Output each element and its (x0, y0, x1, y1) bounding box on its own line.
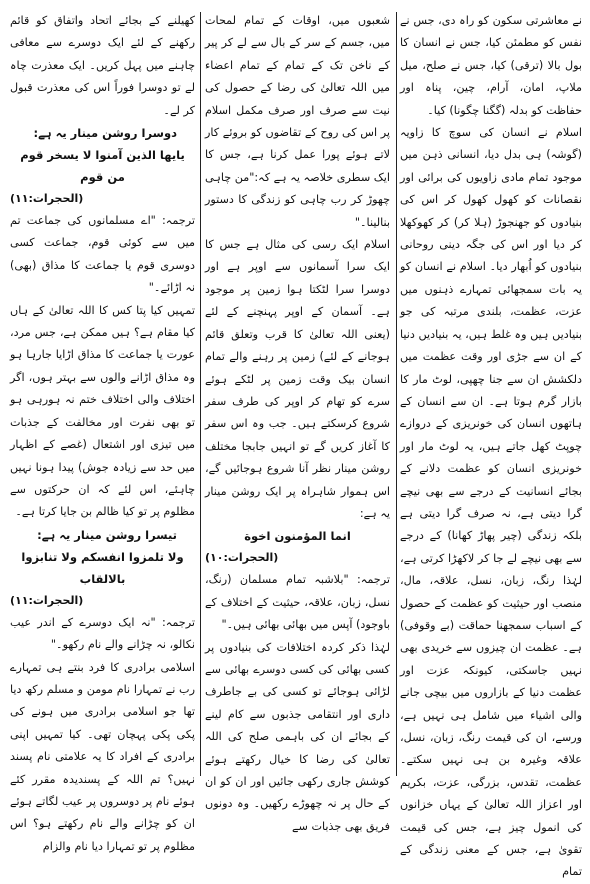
verse-reference: (الحجرات:۱۱) (10, 192, 84, 206)
paragraph: شعبوں میں، اوقات کے تمام لمحات میں، جسم کے سر کے بال سے لے کر پیر کے ناخن تک کے تمام کے تمام اعضاء میں اللہ تعالیٰ کی رضا کے حصول کی نیت سے صرف اور صرف مکمل اسلام پر اس کی روح کے تقاضوں کو بروئے کار لاتے ہوئے پورا عمل کرنا ہے، جس کا ایک سطری خلاصہ یہ ہے کہ:"من چاہی چھوڑ کر رب چاہی کو زندگی کا دستور بنالینا۔" (205, 14, 390, 229)
paragraph: اسلام ایک رسی کی مثال ہے جس کا ایک سرا آسمانوں سے اوپر ہے اور دوسرا سرا لٹکتا ہوا زمین پر موجود ہے۔ آسمان کے اوپر پہنچنے کے لئے (یعنی اللہ تعالیٰ کا قرب وتعلق قائم ہوجانے کے لئے) زمین پر رہنے والے تمام انسان بیک وقت زمین پر لٹکے ہوئے سرے کو تھام کر اوپر کی طرف سفر شروع کرسکتے ہیں۔ جب وہ اس سفر کا آغاز کریں گے تو انہیں جابجا مختلف روشن مینار نظر آنا شروع ہوجائیں گے، اس ہموار شاہراہ پر ایک روشن مینار یہ ہے: (205, 238, 390, 520)
quran-verse: یایھا الذین آمنوا لا یسخر قوم من قوم (20, 148, 185, 185)
verse-translation: ترجمہ: "اے مسلمانوں کی جماعت تم میں سے کوئی قوم، جماعت کسی دوسری قوم یا جماعت کا مذاق (بھی) نہ اڑائے۔" (10, 214, 195, 295)
quran-verse: ولا تلمزوا انفسکم ولا تنابزوا بالالقاب (21, 549, 184, 586)
paragraph: کھیلنے کے بجائے اتحاد واتفاق کو قائم رکھنے کے لئے ایک دوسرے سے معافی چاہنے میں پہل کریں۔ ایک معذرت چاہ لے تو دوسرا فوراً اس کی معذرت قبول کر لے۔ (10, 14, 195, 117)
verse-translation: ترجمہ: "بلاشبہ تمام مسلمان (رنگ، نسل، زبان، علاقہ، حیثیت کے اختلاف کے باوجود) آپس میں بھائی بھائی ہیں۔" (205, 573, 390, 632)
column-right (400, 10, 582, 879)
section-heading: تیسرا روشن مینار یہ ہے: (37, 527, 177, 542)
column-divider (396, 12, 397, 776)
column-left (10, 10, 195, 853)
quran-verse: انما المؤمنون اخوة (244, 529, 351, 544)
column-divider (200, 12, 201, 776)
paragraph: نے معاشرتی سکون کو راہ دی، جس نے نفس کو مطمئن کیا، جس نے انسان کا بول بالا (ترقی) کیا، جس نے صلح، میل ملاپ، امان، آرام، چین، پناہ اور حفاظت کو بدلہ (گگنا چگونا) کیا۔ (400, 14, 582, 117)
verse-translation: ترجمہ: "نہ ایک دوسرے کے اندر عیب نکالو، نہ چڑانے والے نام رکھو۔" (10, 615, 195, 652)
section-heading: دوسرا روشن مینار یہ ہے: (33, 126, 177, 141)
paragraph: اسلام نے انسان کی سوچ کا زاویہ (گوشہ) ہی بدل دیا، انسانی ذہن میں موجود تمام مادی زاویوں کی برائی اور نقصانات کو کھول کھول کر اس کی بنیادوں کو جھنجوڑ (ہلا کر) کر کھوکھلا کر دیا اور اس کی جگہ دینی روحانی بنیادوں کو اُبھار دیا۔ اسلام نے انسان کو یہ بات سمجھائی تمہارے ذہنوں میں عزت، عظمت، بلندی مرتبہ کی جو بنیادیں ہیں وہ غلط ہیں، یہ بنیادیں دنیا کے ان سے جڑی اور وقت عظمت میں دلکشش ان سے جنا چھپی، لوٹ مار کا بازار گرم ہوتا ہے۔ ان سے انسان کے ہاتھوں انسان کی خونریزی کے دروازے چوپٹ کھل جاتے ہیں، یہ لوٹ مار اور خونریزی انسان کو عظمت دلانے کے بجائے انسانیت کے درجے سے بھی نیچے گرا دیتی ہے، نہ صرف گرا دیتی ہے بلکہ زندگی (چیر پھاڑ کھانا) کے درجے سے بھی نیچے لے جا کر لاکھڑا کرتی ہے، لہٰذا رنگ، زبان، نسل، علاقہ، مال، منصب اور حیثیت کو عظمت کے حصول کے اسباب سمجھنا حماقت (بے وقوفی) ہے۔ عظمت ان چیزوں سے خریدی بھی نہیں جاسکتی، کیونکہ عزت اور عظمت دنیا کے بازاروں میں بیچی جانے والی اشیاء میں شامل ہی نہیں ہے، ورسے، ان کی قیمت رنگ، زبان، نسل، علاقہ وغیرہ بن ہی نہیں سکتے۔ عظمت، تقدس، بزرگی، عزت، بکریم اور اعزاز اللہ تعالیٰ کے یہاں خزانوں کی انمول چیز ہے، جس کی قیمت تقویٰ ہے، جس کے معنی زندگی کے تمام (400, 126, 582, 879)
paragraph: تمہیں کیا پتا کس کا اللہ تعالیٰ کے ہاں کیا مقام ہے؟ ہیں ممکن ہے، جس مرد، عورت یا جماعت کا مذاق اڑایا جارہا ہو وہ مذاق اڑانے والوں سے بہتر ہوں، اگر اختلاف والی اختلاف ختم نہ ہورہی ہو تو بھی نفرت اور مخالفت کے جذبات میں تیزی اور اشتعال (غصے کے اظہار میں حد سے زیادہ جوش) پیدا ہونا نہیں چاہئے، اس لئے کہ ان حرکتوں سے مظلوم پر تو کیا ظالم بن جایا کرتا ہے۔ (10, 303, 195, 519)
paragraph: اسلامی برادری کا فرد بنتے ہی تمہارے رب نے تمہارا نام مومن و مسلم رکھ دیا تھا جو اسلامی برادری میں ہونے کی پکی پکی پہچان تھی۔ کیا تمہیں اپنی برادری کے افراد کا یہ علامتی نام پسند نہیں؟ تم اللہ کے پسندیدہ مقرر کئے ہوئے نام پر دوسروں پر عیب لگاتے ہوئے ان کو چڑانے والے نام رکھتے ہو؟ اس مظلوم پر تو تمہارا دیا نام والزام (10, 660, 195, 853)
paragraph: لہٰذا ذکر کردہ اختلافات کی بنیادوں پر کسی بھائی کی کسی دوسرے بھائی سے لڑائی ہوجائے تو کسی کی بے جاطرف داری اور انتقامی جذبوں سے کام لینے کے بجائے ان کی باہمی صلح کی اللہ تعالیٰ کی رضا کا خیال رکھتے ہوئے کوشش جاری رکھی جائیں اور ان کو ان کے حال پر نہ چھوڑے رکھیں۔ وہ دونوں فریق بھی جذبات سے (205, 640, 390, 833)
verse-reference: (الحجرات:۱۱) (10, 593, 84, 607)
verse-reference: (الحجرات:۱۰) (205, 551, 279, 565)
column-middle (205, 10, 390, 833)
